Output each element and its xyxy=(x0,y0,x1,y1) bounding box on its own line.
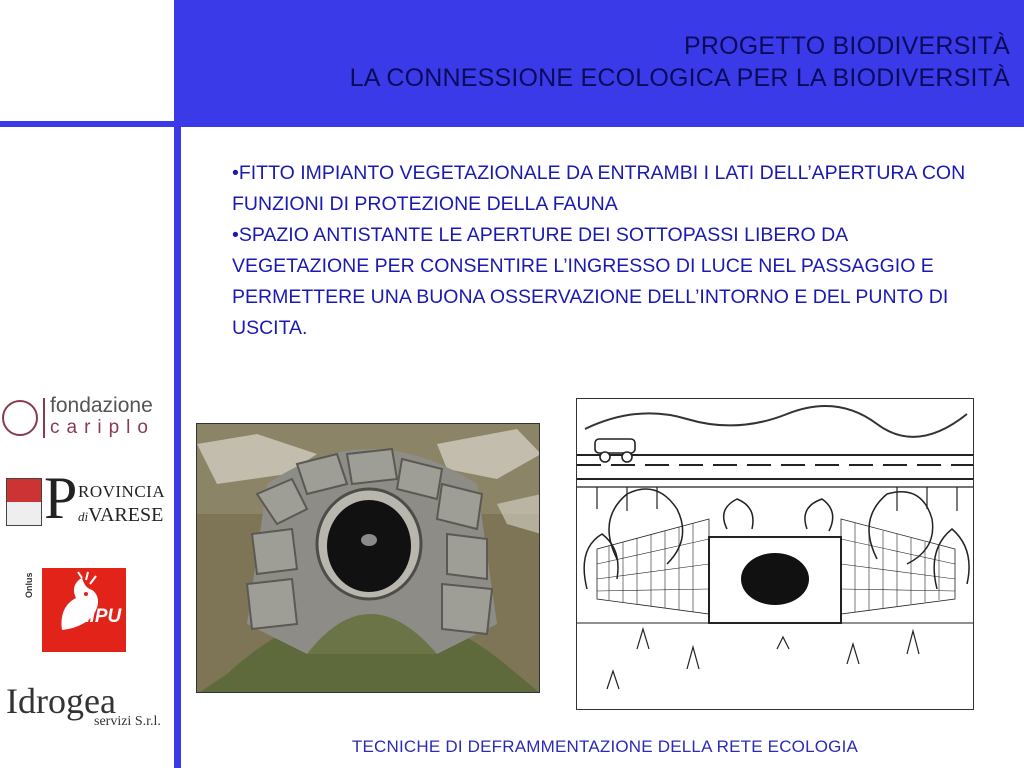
underpass-sketch xyxy=(576,398,974,710)
bullet-list xyxy=(232,158,972,344)
fondazione-cariplo-logo xyxy=(0,392,176,446)
page-title xyxy=(350,30,1010,94)
vertical-divider xyxy=(174,0,181,768)
lipu-text: LIPU xyxy=(78,606,122,627)
provincia-varese-logo xyxy=(4,465,176,532)
provincia-initial: P xyxy=(44,465,78,531)
idrogea-word: Idrogea xyxy=(6,681,116,721)
bullet-item-1: •FITTO IMPIANTO VEGETAZIONALE DA ENTRAMBI I LATI DELL’APERTURA CON FUNZIONI DI PROTEZIONE DELLA FAUNA xyxy=(232,162,966,215)
bullet-item-2: •SPAZIO ANTISTANTE LE APERTURE DEI SOTTOPASSI LIBERO DA VEGETAZIONE PER CONSENTIRE L’INGRESSO DI LUCE NEL PASSAGGIO E PERMETTERE UNA BUONA OSSERVAZIONE DELL’INTORNO E DEL PUNTO DI USCITA. xyxy=(232,224,949,339)
varese-word xyxy=(78,504,163,527)
culvert-photo-illustration xyxy=(197,424,540,693)
idrogea-logo xyxy=(6,680,174,740)
lipu-badge xyxy=(42,568,126,652)
underpass-diagram-illustration xyxy=(577,399,974,710)
title-line-1: PROGETTO BIODIVERSITÀ xyxy=(683,32,1010,60)
onlus-label: Onlus xyxy=(24,572,34,598)
footer-text: TECNICHE DI DEFRAMMENTAZIONE DELLA RETE ECOLOGIA xyxy=(351,737,859,756)
logo-divider xyxy=(43,398,45,438)
provincia-word: ROVINCIA xyxy=(78,482,166,501)
seal-icon xyxy=(2,400,38,436)
header-band xyxy=(178,0,1024,122)
underpass-photo xyxy=(196,423,540,693)
cariplo-word-2: cariplo xyxy=(50,417,155,438)
cariplo-word-1: fondazione xyxy=(50,394,153,417)
crest-icon xyxy=(6,478,42,526)
lipu-logo xyxy=(24,564,128,656)
di-word: di xyxy=(78,509,89,524)
varese-text: VARESE xyxy=(88,504,164,526)
horizontal-divider xyxy=(0,121,1024,127)
idrogea-subtitle: servizi S.r.l. xyxy=(94,714,161,729)
title-line-2: LA CONNESSIONE ECOLOGICA PER LA BIODIVERSITÀ xyxy=(349,64,1010,92)
